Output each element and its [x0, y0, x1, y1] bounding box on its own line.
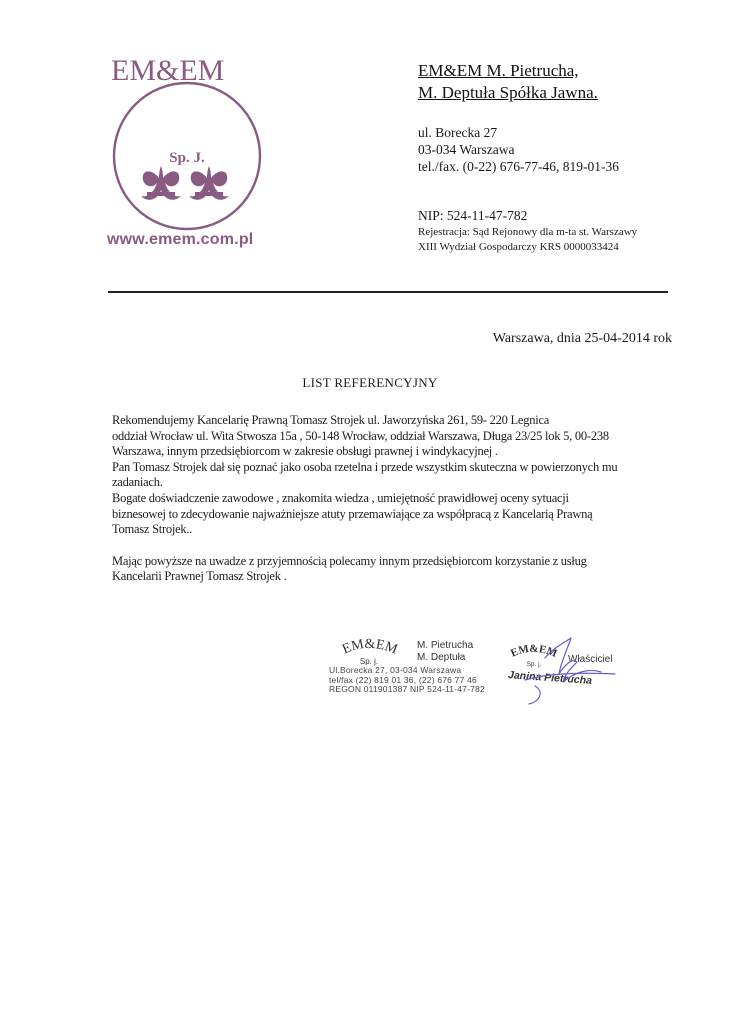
- stamp-info1: Ul.Borecka 27, 03-034 Warszawa: [329, 665, 462, 675]
- body-line: Tomasz Strojek..: [112, 522, 193, 537]
- owner-role: Właściciel: [568, 654, 613, 665]
- company-address: [418, 124, 619, 175]
- body-line: Bogate doświadczenie zawodowe , znakomita wiedza , umiejętność prawidłowej oceny sytuacji: [112, 490, 569, 505]
- letter-title: LIST REFERENCYJNY: [302, 375, 438, 390]
- fleur-de-lis-icon: [141, 166, 229, 200]
- letter-date: Warszawa, dnia 25-04-2014 rok: [492, 331, 672, 346]
- stamp-name2: M. Deptuła: [417, 652, 466, 663]
- body-line: Warszawa, innym przedsiębiorcom w zakresie obsługi prawnej i windykacyjnej .: [112, 444, 498, 459]
- paragraph-gap: [112, 538, 672, 554]
- company-stamp: [325, 632, 505, 712]
- address-city: 03-034 Warszawa: [418, 142, 515, 157]
- svg-text:EM&EM: EM&EM: [340, 636, 400, 658]
- logo-mark-text: EM&EM: [111, 54, 225, 87]
- svg-text:EM&EM: EM&EM: [508, 642, 559, 660]
- stamp-info3: REGON 011901387 NIP 524-11-47-782: [329, 684, 485, 694]
- body-line: biznesowej to zdecydowanie najważniejsze atuty przemawiające za współpracą z Kancelarią Prawną: [112, 506, 593, 521]
- signature-icon: [505, 628, 635, 708]
- website-link[interactable]: www.emem.com.pl: [107, 231, 254, 248]
- registration-line2: XIII Wydział Gospodarczy KRS 0000033424: [418, 241, 619, 253]
- stamp-mark: [325, 632, 415, 668]
- body-line: Rekomendujemy Kancelarię Prawną Tomasz Strojek ul. Jaworzyńska 261, 59- 220 Legnica: [112, 413, 550, 427]
- body-line: zadaniach.: [112, 475, 163, 490]
- company-name-line2: M. Deptuła Spółka Jawna.: [418, 83, 598, 102]
- company-logo: [111, 54, 263, 232]
- logo-suffix: Sp. J.: [169, 150, 205, 166]
- body-line: Mając powyższe na uwadze z przyjemnością polecamy innym przedsiębiorcom korzystanie z usług: [112, 553, 587, 568]
- company-nip: NIP: 524-11-47-782: [418, 208, 528, 223]
- stamp-info: [329, 666, 485, 695]
- registration-line1: Rejestracja: Sąd Rejonowy dla m-ta st. Warszawy: [418, 226, 638, 238]
- header-divider: [108, 291, 668, 293]
- svg-text:Sp. j.: Sp. j.: [359, 657, 379, 666]
- company-registration: [418, 225, 637, 255]
- stamp-name1: M. Pietrucha: [417, 640, 474, 651]
- company-name: [418, 60, 598, 104]
- address-street: ul. Borecka 27: [418, 125, 498, 140]
- stamp-names: [417, 640, 473, 664]
- company-name-line1: EM&EM M. Pietrucha,: [418, 61, 579, 80]
- body-line: Kancelarii Prawnej Tomasz Strojek .: [112, 569, 287, 584]
- body-line: Pan Tomasz Strojek dał się poznać jako osoba rzetelna i przede wszystkim skuteczna w powierzonych mu: [112, 459, 618, 474]
- letter-body: [112, 413, 672, 585]
- stamp-info2: tel/fax (22) 819 01 36, (22) 676 77 46: [329, 674, 477, 685]
- body-line: oddział Wrocław ul. Wita Stwosza 15a , 50-148 Wrocław, oddział Warszawa, Długa 23/25 lok 5, 00-238: [112, 428, 609, 443]
- address-phone: tel./fax. (0-22) 676-77-46, 819-01-36: [418, 159, 619, 174]
- owner-name: Janina Pietrucha: [507, 669, 593, 687]
- svg-text:Sp. j.: Sp. j.: [526, 661, 542, 668]
